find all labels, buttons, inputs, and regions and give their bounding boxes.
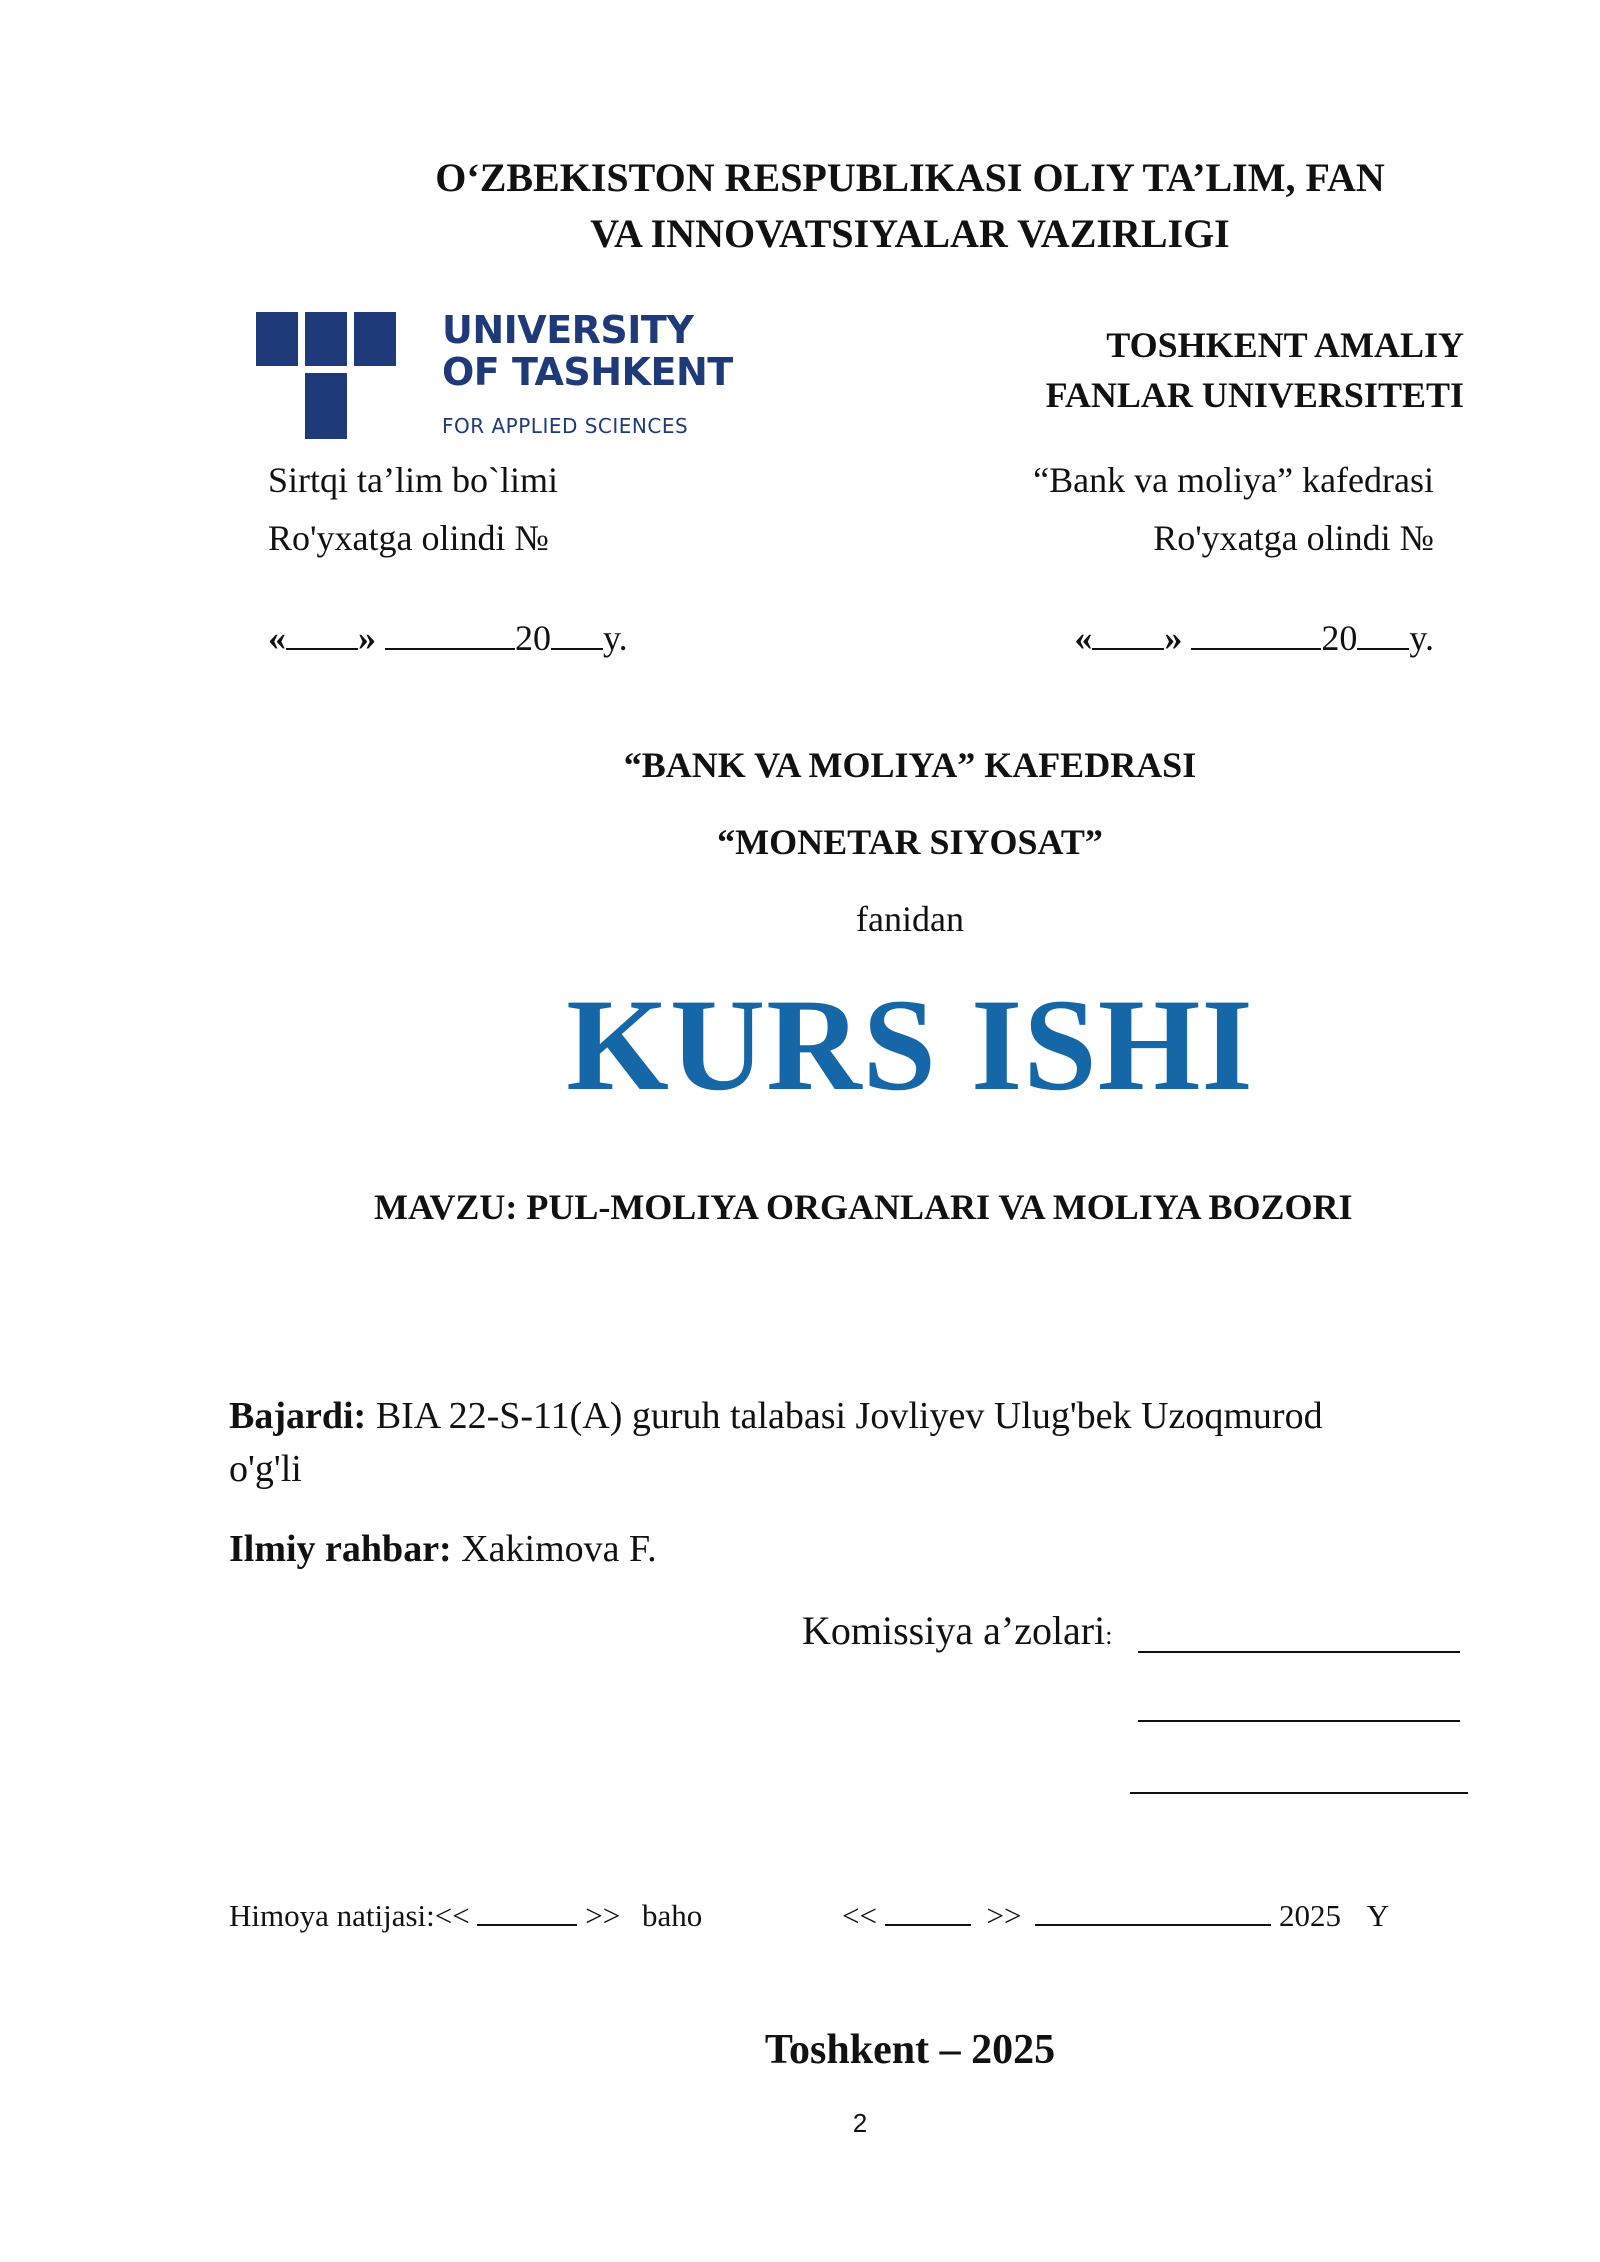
logo-square-2 xyxy=(305,312,347,366)
defense-score-blank xyxy=(477,1902,577,1926)
defense-day-blank xyxy=(885,1902,971,1926)
left-registered-label: Ro'yxatga olindi № xyxy=(268,518,549,558)
fanidan-label: fanidan xyxy=(856,899,964,939)
defense-label: Himoya natijasi:<< xyxy=(229,1898,470,1933)
university-name xyxy=(1046,320,1464,420)
logo-text-applied-sciences: FOR APPLIED SCIENCES xyxy=(442,414,689,438)
right-date-open: « xyxy=(1074,618,1093,658)
defense-year: 2025 xyxy=(1278,1898,1341,1933)
done-by-value-continued: o'g'li xyxy=(229,1448,302,1490)
subject-title: “MONETAR SIYOSAT” xyxy=(717,822,1103,862)
university-name-line-1: TOSHKENT AMALIY xyxy=(1106,325,1464,365)
university-name-line-2: FANLAR UNIVERSITETI xyxy=(1045,375,1464,415)
right-department: “Bank va moliya” kafedrasi xyxy=(1033,460,1434,500)
left-date-line xyxy=(268,616,628,660)
advisor-value: Xakimova F. xyxy=(461,1528,657,1570)
left-date-close: » xyxy=(358,618,376,658)
right-year-suffix: y. xyxy=(1409,618,1434,658)
left-year-prefix: 20 xyxy=(515,618,551,658)
right-date-close: » xyxy=(1164,618,1183,658)
logo-square-1 xyxy=(256,312,298,366)
university-logo xyxy=(256,308,733,444)
right-year-prefix: 20 xyxy=(1321,618,1358,658)
commission-colon: : xyxy=(1105,1621,1113,1650)
logo-square-3 xyxy=(354,312,396,366)
defense-date-close: >> xyxy=(986,1898,1022,1933)
logo-square-4 xyxy=(305,373,347,439)
defense-date-line xyxy=(842,1896,1389,1936)
done-by-line xyxy=(229,1390,1323,1442)
page-number: 2 xyxy=(852,2108,868,2138)
defense-year-suffix: Y xyxy=(1366,1898,1390,1933)
left-year-blank xyxy=(551,618,603,650)
defense-close: >> xyxy=(585,1898,621,1933)
advisor-label: Ilmiy rahbar: xyxy=(229,1528,452,1570)
right-day-blank xyxy=(1092,618,1164,650)
topic-title: MAVZU: PUL-MOLIYA ORGANLARI VA MOLIYA BOZORI xyxy=(374,1187,1353,1227)
commission-signature-line-1 xyxy=(1138,1651,1460,1653)
left-month-blank xyxy=(385,618,515,650)
right-month-blank xyxy=(1191,618,1321,650)
right-date-line xyxy=(1074,616,1434,660)
defense-month-blank xyxy=(1035,1902,1271,1926)
defense-result-line xyxy=(229,1896,702,1936)
commission-label-wrap xyxy=(802,1605,1112,1662)
logo-text-university: UNIVERSITY xyxy=(442,308,694,352)
right-registered-label: Ro'yxatga olindi № xyxy=(1153,518,1434,558)
city-year: Toshkent – 2025 xyxy=(764,2027,1056,2073)
main-title: KURS ISHI xyxy=(566,971,1254,1118)
right-year-blank xyxy=(1357,618,1409,650)
defense-date-open: << xyxy=(842,1898,877,1933)
commission-signature-line-2 xyxy=(1138,1720,1460,1722)
left-date-open: « xyxy=(268,618,286,658)
kafedra-title: “BANK VA MOLIYA” KAFEDRASI xyxy=(623,745,1197,785)
logo-text-of-tashkent: OF TASHKENT xyxy=(442,350,733,394)
advisor-line xyxy=(229,1523,657,1575)
ministry-title xyxy=(0,150,1600,262)
left-department: Sirtqi ta’lim bo`limi xyxy=(268,460,558,500)
commission-signature-line-3 xyxy=(1130,1792,1468,1794)
done-by-value: BIA 22-S-11(A) guruh talabasi Jovliyev Ulug'bek Uzoqmurod xyxy=(375,1395,1323,1437)
left-day-blank xyxy=(286,618,358,650)
ministry-line-2: VA INNOVATSIYALAR VAZIRLIGI xyxy=(590,211,1230,256)
commission-label: Komissiya a’zolari xyxy=(802,1608,1106,1653)
defense-baho: baho xyxy=(641,1898,703,1933)
left-year-suffix: y. xyxy=(603,618,628,658)
ministry-line-1: O‘ZBEKISTON RESPUBLIKASI OLIY TA’LIM, FAN xyxy=(435,155,1385,200)
done-by-label: Bajardi: xyxy=(229,1395,367,1437)
